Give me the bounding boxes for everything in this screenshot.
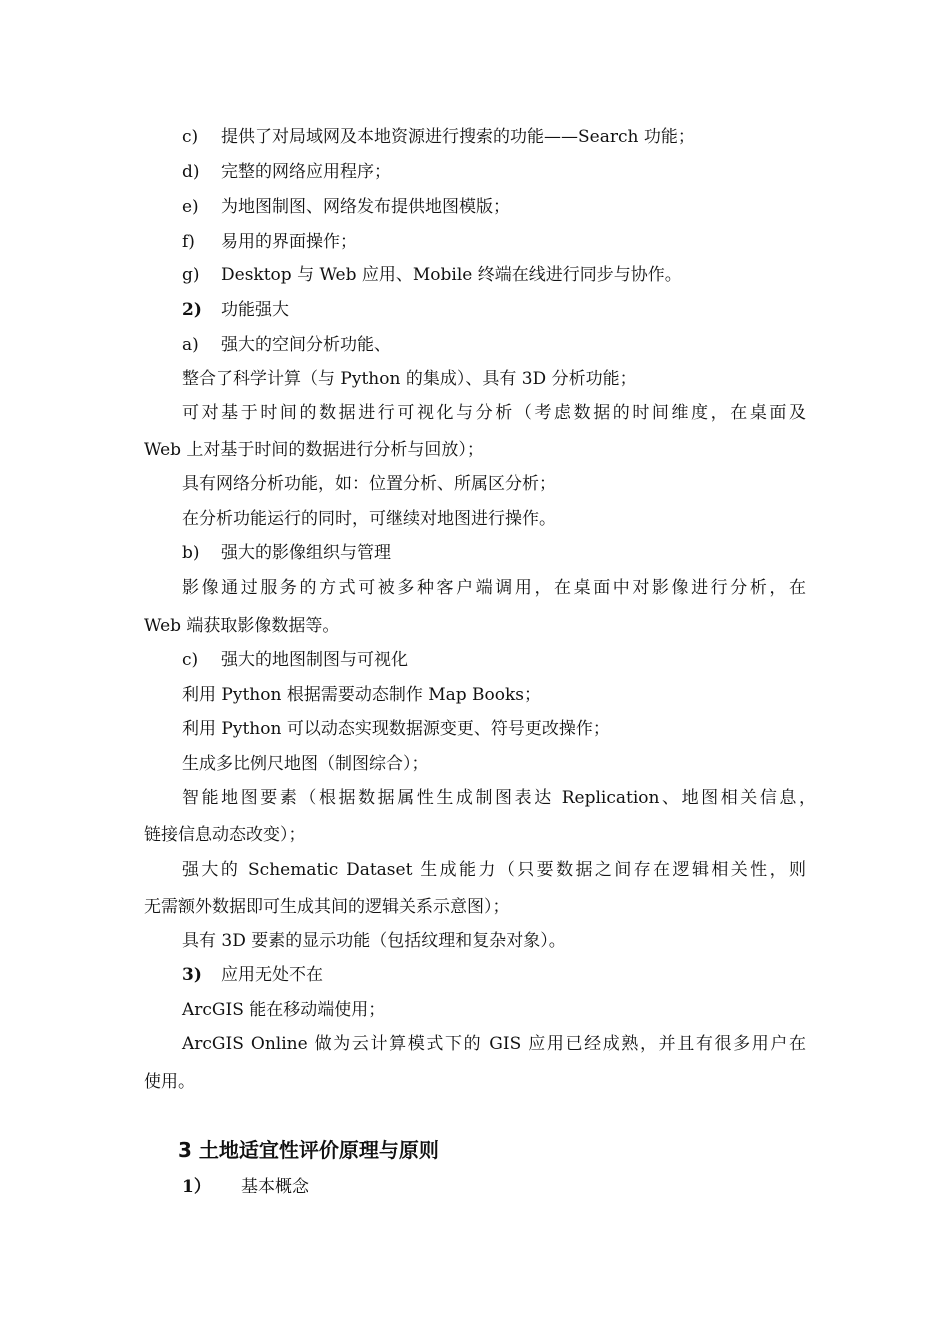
paragraph-line: 使用。 — [144, 1072, 195, 1092]
list-marker-e: e) — [182, 197, 199, 217]
section-title-3: 应用无处不在 — [221, 965, 323, 985]
list-item-f: 易用的界面操作； — [221, 232, 357, 252]
section-title-2: 功能强大 — [221, 300, 289, 320]
list-marker-c: c) — [182, 127, 199, 147]
subsection-marker: 1） — [182, 1177, 211, 1197]
paragraph-line: Web 端获取影像数据等。 — [144, 616, 340, 636]
list-marker-b: b) — [182, 543, 200, 563]
subsection-title: 基本概念 — [241, 1177, 309, 1197]
paragraph-line: 生成多比例尺地图（制图综合）； — [182, 754, 429, 774]
paragraph-line: 强大的 Schematic Dataset 生成能力（只要数据之间存在逻辑相关性，则 — [182, 860, 806, 880]
paragraph-line: 影像通过服务的方式可被多种客户端调用，在桌面中对影像进行分析，在 — [182, 578, 806, 598]
list-item-g: Desktop 与 Web 应用、Mobile 终端在线进行同步与协作。 — [221, 265, 682, 285]
paragraph-line: 链接信息动态改变）； — [144, 825, 306, 845]
paragraph-line: 具有 3D 要素的显示功能（包括纹理和复杂对象）。 — [182, 931, 566, 951]
list-item-e: 为地图制图、网络发布提供地图模版； — [221, 197, 510, 217]
paragraph-line: 无需额外数据即可生成其间的逻辑关系示意图）； — [144, 897, 510, 917]
list-item-c: 提供了对局域网及本地资源进行搜索的功能——Search 功能； — [221, 127, 695, 147]
section-marker-2: 2) — [182, 300, 202, 320]
list-marker-f: f) — [182, 232, 195, 252]
section-marker-3: 3) — [182, 965, 202, 985]
list-item-a: 强大的空间分析功能、 — [221, 335, 391, 355]
paragraph-line: 整合了科学计算（与 Python 的集成）、具有 3D 分析功能； — [182, 369, 637, 389]
paragraph-line: ArcGIS Online 做为云计算模式下的 GIS 应用已经成熟，并且有很多用户在 — [182, 1034, 806, 1054]
list-item-b: 强大的影像组织与管理 — [221, 543, 391, 563]
list-marker-g: g) — [182, 265, 200, 285]
list-marker-a: a) — [182, 335, 199, 355]
list-item-c2: 强大的地图制图与可视化 — [221, 650, 408, 670]
list-marker-d: d) — [182, 162, 200, 182]
section-heading: 3 土地适宜性评价原理与原则 — [178, 1138, 439, 1162]
list-marker-c2: c) — [182, 650, 199, 670]
list-item-d: 完整的网络应用程序； — [221, 162, 391, 182]
paragraph-line: ArcGIS 能在移动端使用； — [182, 1000, 386, 1020]
paragraph-line: 在分析功能运行的同时，可继续对地图进行操作。 — [182, 509, 556, 529]
paragraph-line: 智能地图要素（根据数据属性生成制图表达 Replication、地图相关信息， — [182, 788, 816, 808]
paragraph-line: 具有网络分析功能，如：位置分析、所属区分析； — [182, 474, 556, 494]
paragraph-line: 利用 Python 根据需要动态制作 Map Books； — [182, 685, 542, 705]
paragraph-line: Web 上对基于时间的数据进行分析与回放）； — [144, 440, 484, 460]
paragraph-line: 可对基于时间的数据进行可视化与分析（考虑数据的时间维度，在桌面及 — [182, 403, 806, 423]
paragraph-line: 利用 Python 可以动态实现数据源变更、符号更改操作； — [182, 719, 610, 739]
